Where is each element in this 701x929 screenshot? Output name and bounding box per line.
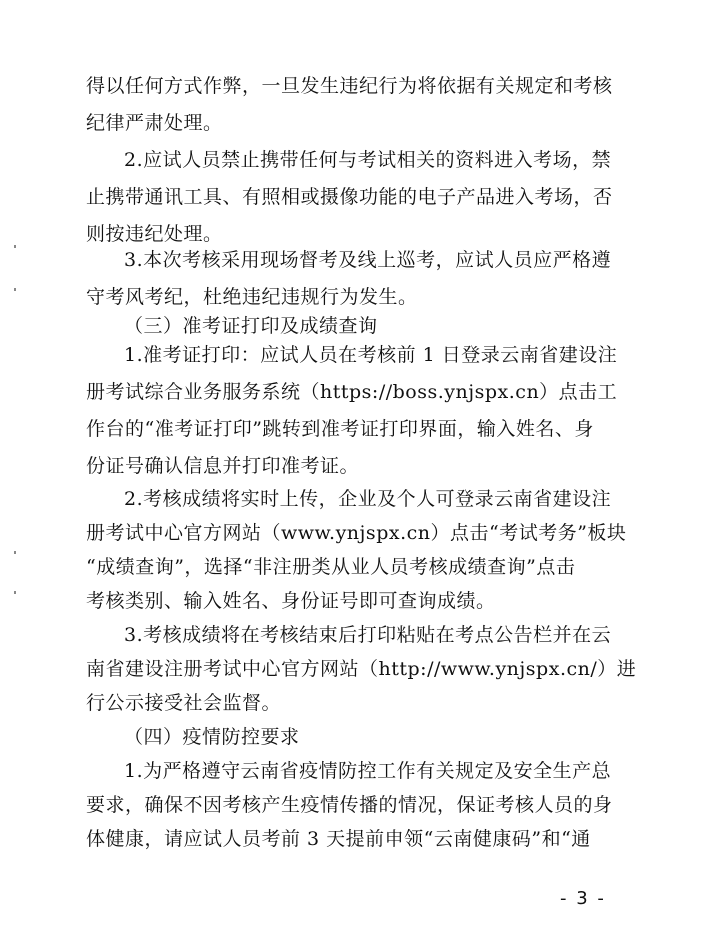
text-line: 止携带通讯工具、有照相或摄像功能的电子产品进入考场，否 — [86, 186, 613, 208]
section-heading: （三）准考证打印及成绩查询 — [124, 315, 378, 337]
text-line: 得以任何方式作弊，一旦发生违纪行为将依据有关规定和考核 — [86, 75, 613, 97]
scan-artifact — [14, 288, 16, 291]
text-line: 体健康，请应试人员考前 3 天提前申领“云南健康码”和“通 — [86, 828, 591, 850]
text-line: 纪律严肃处理。 — [86, 112, 223, 134]
text-line: 3.考核成绩将在考核结束后打印粘贴在考点公告栏并在云 — [124, 624, 612, 646]
text-line: 2.应试人员禁止携带任何与考试相关的资料进入考场，禁 — [124, 149, 612, 171]
text-line: “成绩查询”，选择“非注册类从业人员考核成绩查询”点击 — [86, 556, 576, 578]
section-heading: （四）疫情防控要求 — [124, 726, 300, 748]
text-line: 守考风考纪，杜绝违纪违规行为发生。 — [86, 286, 418, 308]
text-line: 行公示接受社会监督。 — [86, 692, 282, 714]
text-line: 1.准考证打印：应试人员在考核前 1 日登录云南省建设注 — [124, 344, 618, 366]
text-line: 份证号确认信息并打印准考证。 — [86, 455, 360, 477]
page-number: - 3 - — [560, 888, 606, 909]
scan-artifact — [14, 591, 16, 594]
text-line: 则按违纪处理。 — [86, 223, 223, 245]
text-line: 1.为严格遵守云南省疫情防控工作有关规定及安全生产总 — [124, 760, 612, 782]
scan-artifact — [14, 245, 16, 248]
text-line: 2.考核成绩将实时上传，企业及个人可登录云南省建设注 — [124, 488, 612, 510]
scan-artifact — [14, 551, 16, 554]
text-line: 要求，确保不因考核产生疫情传播的情况，保证考核人员的身 — [86, 794, 613, 816]
text-line: 考核类别、输入姓名、身份证号即可查询成绩。 — [86, 590, 496, 612]
text-line: 南省建设注册考试中心官方网站（http://www.ynjspx.cn/）进 — [86, 658, 637, 680]
text-line: 3.本次考核采用现场督考及线上巡考，应试人员应严格遵 — [124, 249, 612, 271]
text-line: 册考试中心官方网站（www.ynjspx.cn）点击“考试考务”板块 — [86, 522, 627, 544]
text-line: 册考试综合业务服务系统（https://boss.ynjspx.cn）点击工 — [86, 381, 618, 403]
text-line: 作台的“准考证打印”跳转到准考证打印界面，输入姓名、身 — [86, 418, 594, 440]
